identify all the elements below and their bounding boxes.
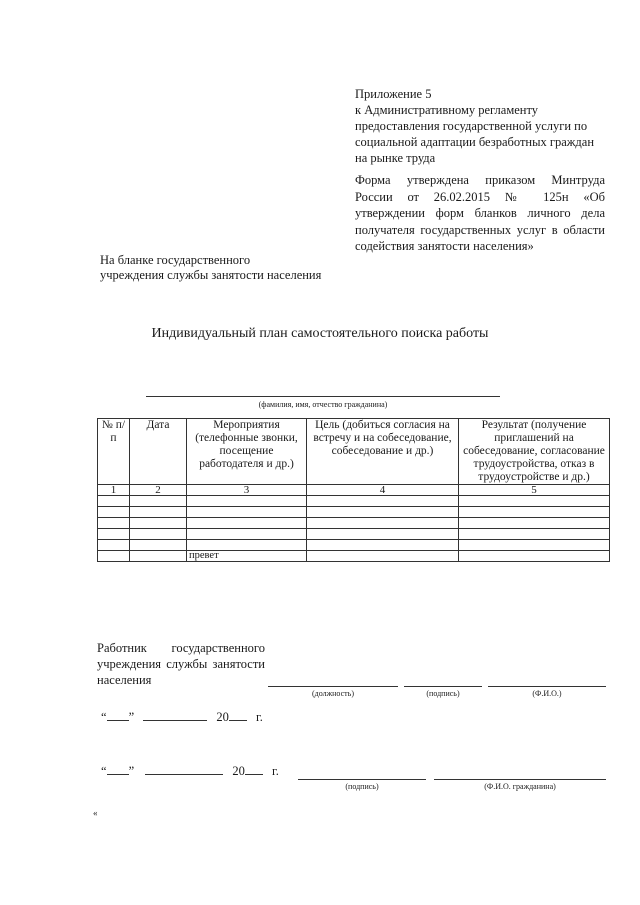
appendix-line: социальной адаптации безработных граждан [355,135,595,149]
letterhead-line: На бланке государственного [100,253,251,267]
date-suffix: г. [272,764,279,778]
header-goal: Цель (добиться согласия на встречу и на собеседование, собеседование и др.) [307,419,459,485]
header-number: № п/п [98,419,130,485]
table-cell[interactable] [307,529,459,540]
column-number-row [98,485,610,496]
table-cell[interactable] [307,551,459,562]
table-row [98,507,610,518]
letterhead-note [100,253,330,283]
form-note-line: утверждении форм бланков личного дела [355,206,605,220]
table-cell[interactable] [187,529,307,540]
form-approval-note [355,172,605,255]
stray-mark: « [93,808,98,818]
date-year: 20 [216,710,229,724]
table-cell[interactable] [187,507,307,518]
form-note-line: содействия занятости населения» [355,239,534,253]
worker-label-line: Работник государственного [97,641,265,655]
header-activities: Мероприятия (телефонные звонки, посещение работодателя и др.) [187,419,307,485]
appendix-line: на рынке труда [355,151,436,165]
date-open-quote: “ [101,764,107,778]
table-cell[interactable] [459,496,610,507]
table-cell[interactable] [130,529,187,540]
appendix-line: к Административному регламенту [355,103,539,117]
handwritten-entry[interactable]: превет [187,551,307,562]
table-cell[interactable] [130,507,187,518]
table-cell[interactable] [459,507,610,518]
table-cell[interactable] [459,551,610,562]
letterhead-line: учреждения службы занятости населения [100,268,322,282]
table-cell[interactable] [130,496,187,507]
table-cell[interactable] [130,518,187,529]
table-cell[interactable] [307,496,459,507]
position-caption: (должность) [312,689,354,698]
citizen-name-caption: (фамилия, имя, отчество гражданина) [258,400,388,409]
page-title: Индивидуальный план самостоятельного поиска работы [151,326,489,341]
plan-table [97,418,610,562]
date-month-blank[interactable] [143,720,207,721]
date-day-blank[interactable] [107,720,129,721]
header-result: Результат (получение приглашений на собеседование, согласование трудоустройства, отказ в трудоустройстве и др.) [459,419,610,485]
worker-name-line[interactable] [488,686,606,687]
table-cell[interactable] [98,540,130,551]
date-year: 20 [232,764,245,778]
date-day-blank[interactable] [107,774,129,775]
date-open-quote: “ [101,710,107,724]
table-cell[interactable] [459,540,610,551]
table-cell[interactable] [98,496,130,507]
date-year-blank[interactable] [245,774,263,775]
worker-label-line: учреждения службы занятости [97,657,265,671]
table-cell[interactable] [187,496,307,507]
citizen-name-caption: (Ф.И.О. гражданина) [484,782,556,791]
column-number: 2 [130,485,187,496]
table-cell[interactable] [459,518,610,529]
citizen-date [101,764,279,779]
worker-name-caption: (Ф.И.О.) [532,689,562,698]
column-number: 1 [98,485,130,496]
table-cell[interactable] [187,518,307,529]
table-cell[interactable] [98,507,130,518]
citizen-signature-caption: (подпись) [345,782,379,791]
table-header-row [98,419,610,485]
position-line[interactable] [268,686,398,687]
table-row [98,496,610,507]
worker-date [101,710,263,725]
table-cell[interactable] [307,518,459,529]
citizen-signature-line[interactable] [298,779,426,780]
worker-signature-caption: (подпись) [426,689,460,698]
date-suffix: г. [256,710,263,724]
column-number: 5 [459,485,610,496]
appendix-line: предоставления государственной услуги по [355,119,588,133]
table-row [98,551,610,562]
column-number: 4 [307,485,459,496]
appendix-header [355,86,605,166]
table-cell[interactable] [130,540,187,551]
worker-label-line: населения [97,673,152,687]
table-row [98,540,610,551]
form-note-line: Форма утверждена приказом Минтруда [355,173,605,187]
header-date: Дата [130,419,187,485]
table-row [98,529,610,540]
citizen-name-line[interactable] [434,779,606,780]
table-cell[interactable] [187,540,307,551]
table-cell[interactable] [307,507,459,518]
date-close-quote: ” [128,764,135,778]
table-row [98,518,610,529]
date-month-blank[interactable] [145,774,223,775]
column-number: 3 [187,485,307,496]
table-cell[interactable] [98,551,130,562]
table-cell[interactable] [459,529,610,540]
table-cell[interactable] [98,518,130,529]
form-note-line: получателя государственных услуг в области [355,222,605,237]
worker-label [97,640,265,688]
date-year-blank[interactable] [229,720,247,721]
table-cell[interactable] [130,551,187,562]
citizen-name-line [146,396,500,397]
form-note-line: России от 26.02.2015 № 125н «Об [355,189,605,204]
date-close-quote: ” [128,710,135,724]
appendix-line: Приложение 5 [355,87,432,101]
table-cell[interactable] [98,529,130,540]
table-cell[interactable] [307,540,459,551]
worker-signature-line[interactable] [404,686,482,687]
